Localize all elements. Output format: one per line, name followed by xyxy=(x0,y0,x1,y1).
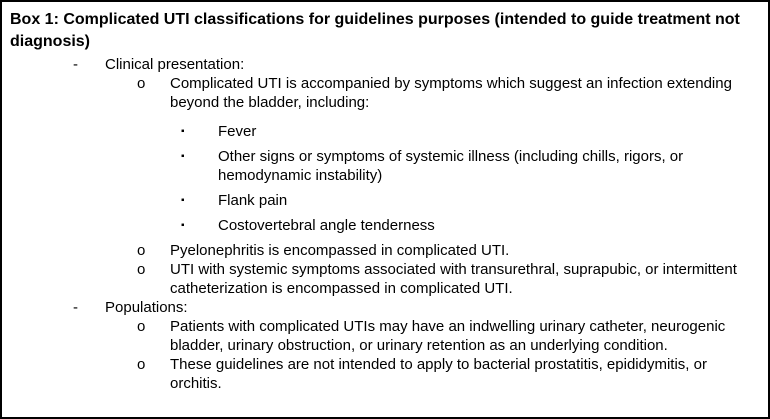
list-item xyxy=(2,122,768,141)
list-item-text: Flank pain xyxy=(218,192,288,209)
list-item-text: Other signs or symptoms of systemic illness (including chills, rigors, or hemodynamic instability) xyxy=(218,148,684,184)
list-item-text: Costovertebral angle tenderness xyxy=(218,217,435,234)
box-title: Box 1: Complicated UTI classifications for guidelines purposes (intended to guide treatment not diagnosis) xyxy=(10,11,740,50)
list-item xyxy=(2,298,768,317)
circle-bullet-icon: o xyxy=(137,242,146,259)
square-bullet-icon: ▪ xyxy=(181,220,185,231)
square-bullet-icon: ▪ xyxy=(181,126,185,137)
list-item xyxy=(2,355,768,393)
list-item-text: Clinical presentation: xyxy=(105,56,245,73)
square-bullet-icon: ▪ xyxy=(181,151,185,162)
list-item xyxy=(2,241,768,260)
circle-bullet-icon: o xyxy=(137,318,146,335)
list-item-text: Patients with complicated UTIs may have an indwelling urinary catheter, neurogenic bladder, urinary obstruction, or urinary retention as an underlying condition. xyxy=(170,318,726,354)
list-item xyxy=(2,147,768,185)
list-item-text: Complicated UTI is accompanied by symptoms which suggest an infection extending beyond the bladder, including: xyxy=(170,75,732,111)
circle-bullet-icon: o xyxy=(137,356,146,373)
dash-bullet-icon: - xyxy=(73,56,78,73)
circle-bullet-icon: o xyxy=(137,75,146,92)
list-item-text: UTI with systemic symptoms associated with transurethral, suprapubic, or intermittent catheterization is encompassed in complicated UTI. xyxy=(170,261,737,297)
list-item-text: Pyelonephritis is encompassed in complicated UTI. xyxy=(170,242,510,259)
list-item xyxy=(2,55,768,74)
list-item xyxy=(2,260,768,298)
square-bullet-icon: ▪ xyxy=(181,195,185,206)
dash-bullet-icon: - xyxy=(73,299,78,316)
circle-bullet-icon: o xyxy=(137,261,146,278)
list-item-text: These guidelines are not intended to apply to bacterial prostatitis, epididymitis, or orchitis. xyxy=(170,356,707,392)
list-item-text: Fever xyxy=(218,123,257,140)
list-item xyxy=(2,317,768,355)
list-item-text: Populations: xyxy=(105,299,188,316)
list-item xyxy=(2,74,768,112)
list-item xyxy=(2,216,768,235)
list-item xyxy=(2,191,768,210)
